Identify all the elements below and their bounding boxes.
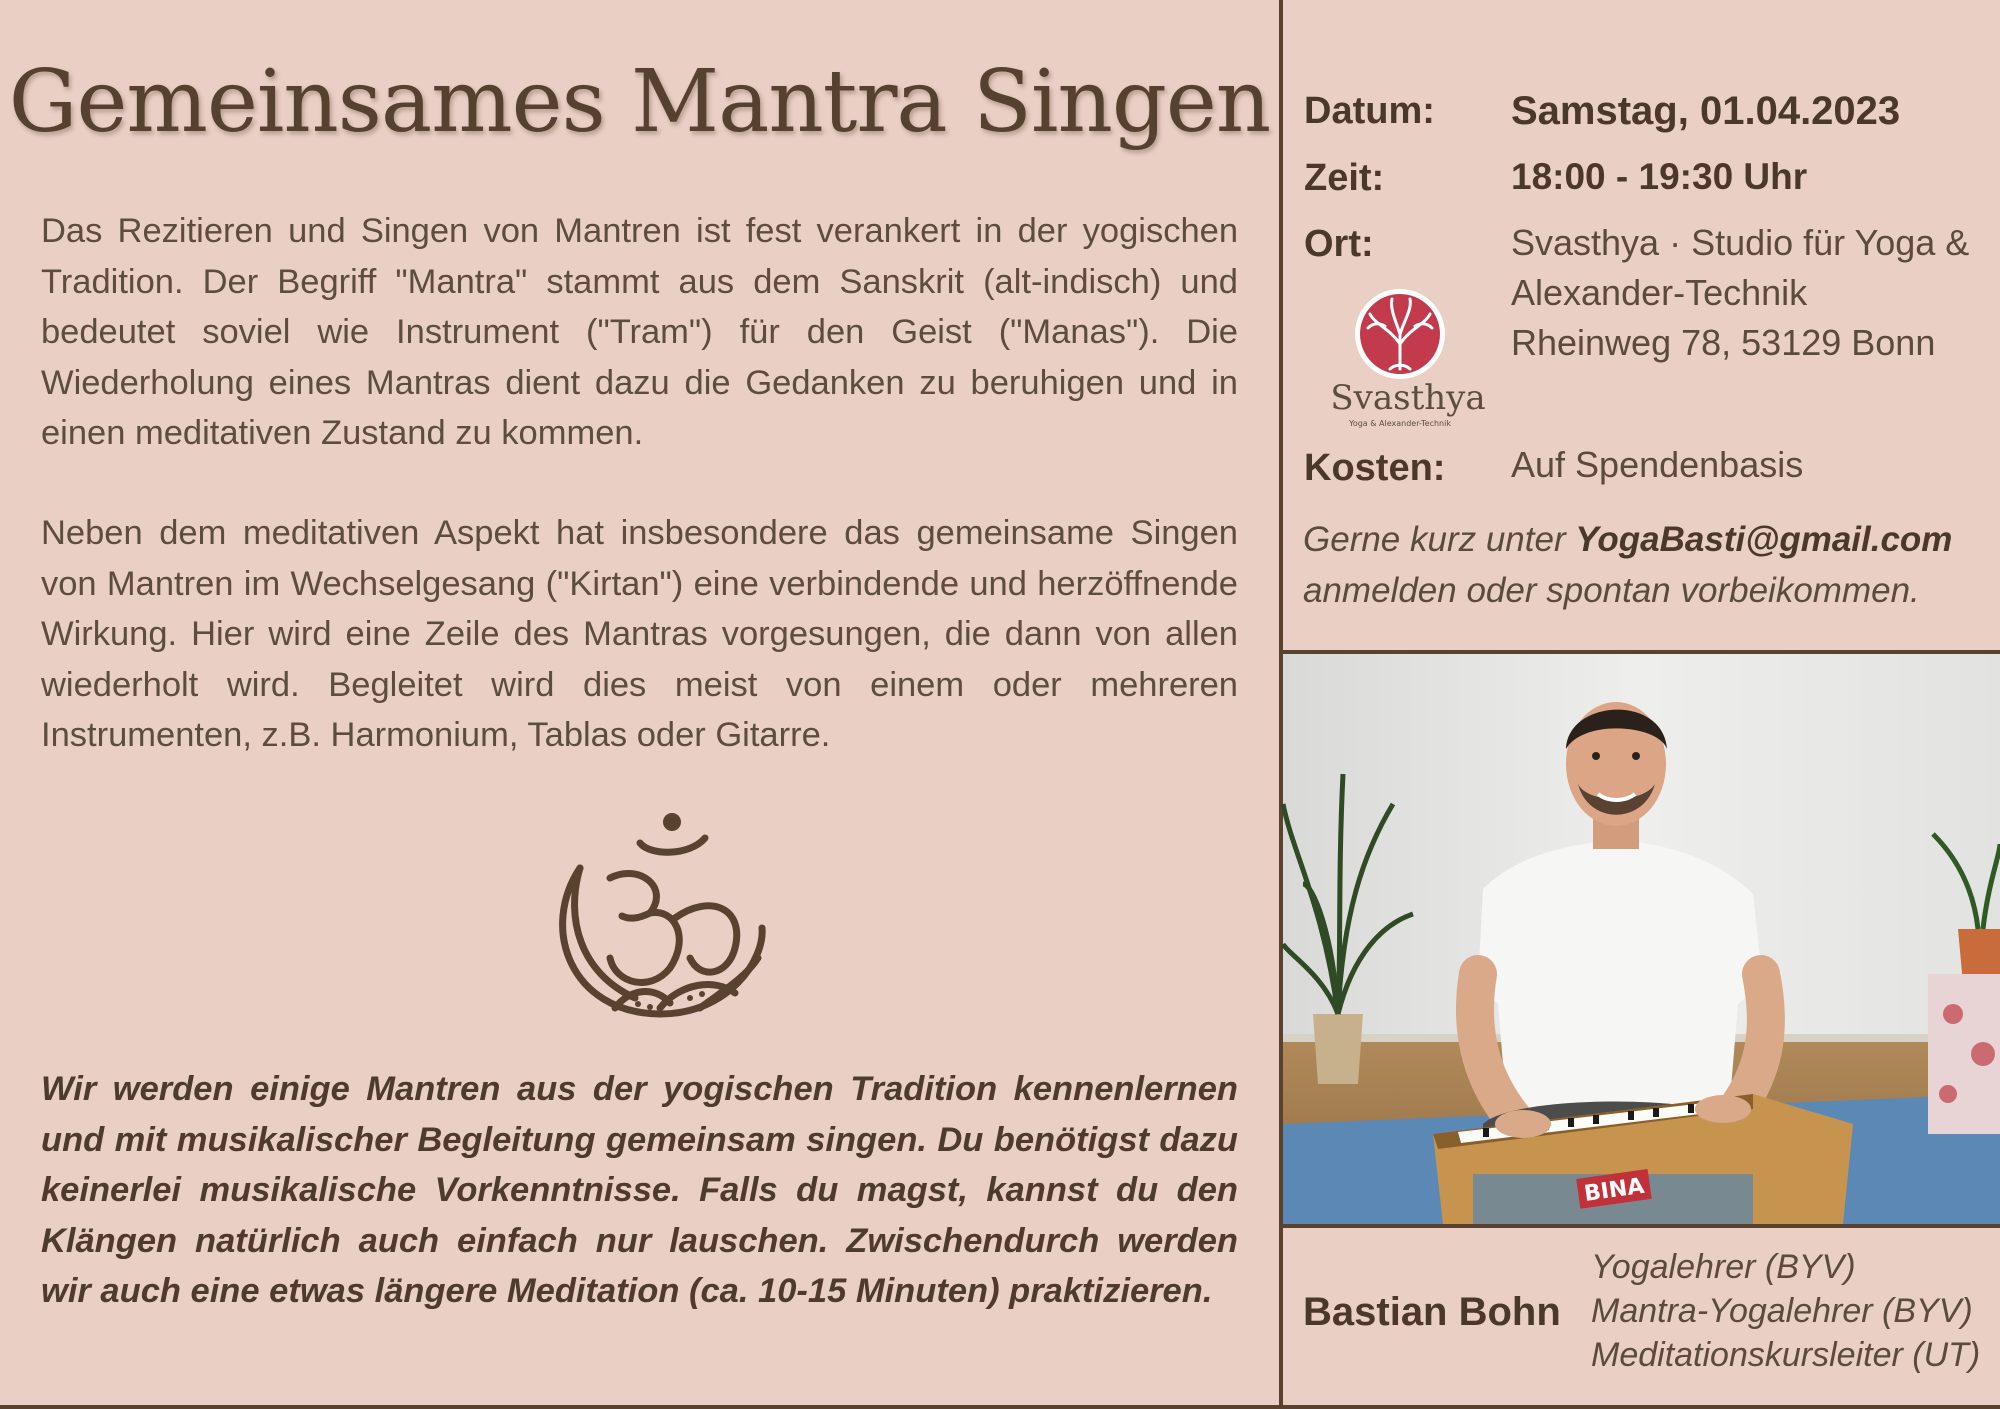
teacher-roles <box>1591 1245 1980 1377</box>
logo-tagline: Yoga & Alexander-Technik <box>1349 419 1451 428</box>
contact-email[interactable]: YogaBasti@gmail.com <box>1575 520 1953 559</box>
place-label: Ort: <box>1304 223 1374 265</box>
teacher-name: Bastian Bohn <box>1303 1290 1561 1334</box>
cost-label: Kosten: <box>1304 447 1446 489</box>
date-label: Datum: <box>1304 90 1435 132</box>
svasthya-tree-logo <box>1320 284 1486 434</box>
page-title: Gemeinsames Mantra Singen <box>8 52 1271 152</box>
time-label: Zeit: <box>1304 157 1385 199</box>
kirtan-paragraph: Neben dem meditativen Aspekt hat insbesondere das gemeinsame Singen von Mantren im Wechselgesang ("Kirtan") eine verbindende und herzöffnende Wirkung. Hier wird eine Zeile des Mantras vorgesungen, die dann von allen wiederholt wird. Begleitet wird dies meist von einem oder mehreren Instrumenten, z.B. Harmonium, Tablas oder Gitarre. <box>41 514 1238 754</box>
logo-name: Svasthya <box>1330 378 1486 418</box>
contact-note <box>1303 515 1983 616</box>
teacher-role-2: Mantra-Yogalehrer (BYV) <box>1591 1292 1973 1330</box>
bottom-border <box>0 1405 2000 1409</box>
harmonium-label: BINA <box>1582 1173 1646 1207</box>
place-line-2: Alexander-Technik <box>1511 272 1808 313</box>
cost-value: Auf Spendenbasis <box>1511 444 1804 485</box>
time-value: 18:00 - 19:30 Uhr <box>1511 156 1808 197</box>
teacher-photo <box>1283 654 2000 1224</box>
contact-suffix: anmelden oder spontan vorbeikommen. <box>1303 570 1920 610</box>
contact-prefix: Gerne kurz unter <box>1303 520 1576 559</box>
divider-below-photo <box>1283 1224 2000 1228</box>
place-line-1: Svasthya · Studio für Yoga & <box>1511 222 1970 263</box>
closing-paragraph: Wir werden einige Mantren aus der yogischen Tradition kennenlernen und mit musikalischer Begleitung gemeinsam singen. Du benötigst dazu keinerlei musikalische Vorkenntnisse. Falls du magst, kannst du den Klängen natürlich auch einfach nur lauschen. Zwischendurch werden wir auch eine etwas längere Meditation (ca. 10-15 Minuten) praktizieren. <box>41 1070 1238 1310</box>
date-value: Samstag, 01.04.2023 <box>1511 89 1901 133</box>
om-icon <box>540 808 772 1023</box>
teacher-role-1: Yogalehrer (BYV) <box>1591 1248 1856 1286</box>
place-line-3: Rheinweg 78, 53129 Bonn <box>1511 322 1936 363</box>
intro-paragraph: Das Rezitieren und Singen von Mantren ist fest verankert in der yogischen Tradition. Der Begriff "Mantra" stammt aus dem Sanskrit (alt-indisch) und bedeutet soviel wie Instrument ("Tram") für den Geist ("Manas"). Die Wiederholung eines Mantras dient dazu die Gedanken zu beruhigen und in einen meditativen Zustand zu kommen. <box>41 212 1238 452</box>
teacher-role-3: Meditationskursleiter (UT) <box>1591 1336 1981 1374</box>
